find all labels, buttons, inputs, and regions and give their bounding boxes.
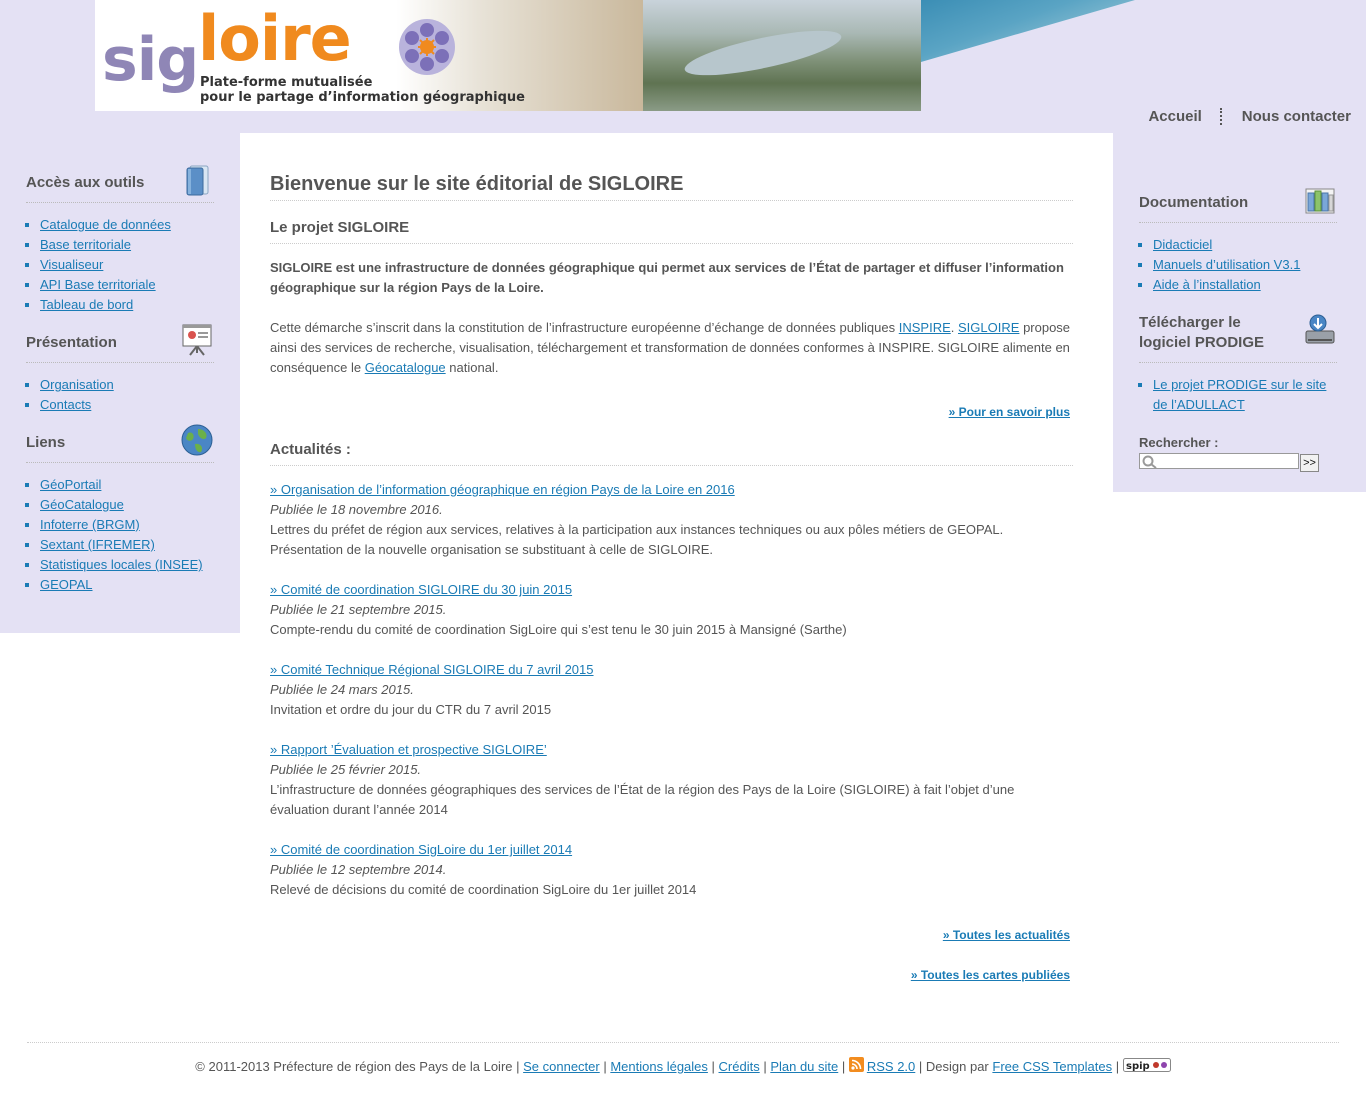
all-maps-link[interactable]: » Toutes les cartes publiées bbox=[910, 968, 1070, 982]
project-body: Cette démarche s’inscrit dans la constitution de l’infrastructure européenne d’échange de données publiques INSPIRE. SIGLOIRE propose ainsi des services de recherche, visualisation, téléchargement et transformation de données conformes à INSPIRE. SIGLOIRE alimente en conséquence le Géocatalogue national. bbox=[270, 320, 1071, 375]
external-link-list bbox=[26, 475, 214, 595]
right-sidebar bbox=[1113, 133, 1366, 492]
footer-legal-link[interactable]: Mentions légales bbox=[610, 1059, 708, 1074]
nav-home-link[interactable]: Accueil bbox=[1148, 107, 1202, 125]
news-item bbox=[270, 480, 1073, 560]
read-more-row bbox=[270, 405, 1073, 419]
list-item bbox=[40, 275, 214, 295]
search-submit-button[interactable]: >> bbox=[1300, 454, 1319, 472]
geocatalogue-link[interactable]: Géocatalogue bbox=[364, 360, 446, 375]
news-date: Publiée le 25 février 2015. bbox=[270, 762, 422, 777]
footer-rss-link[interactable]: RSS 2.0 bbox=[849, 1059, 915, 1074]
news-title-link[interactable]: » Comité de coordination SigLoire du 1er juillet 2014 bbox=[270, 842, 573, 857]
site-header bbox=[0, 0, 1366, 133]
list-item bbox=[40, 495, 214, 515]
download-link-list bbox=[1139, 375, 1337, 415]
sidebar-link[interactable]: Aide à l’installation bbox=[1153, 277, 1261, 292]
site-footer: © 2011-2013 Préfecture de région des Pays de la Loire | Se connecter | Mentions légales | Crédits | Plan du site | RSS 2.0 | Design par Free CSS Templates | spip bbox=[0, 1057, 1366, 1077]
logo-text-sig: sig bbox=[102, 25, 199, 95]
news-item bbox=[270, 840, 1073, 900]
sidebar-link[interactable]: GéoCatalogue bbox=[40, 497, 124, 512]
spip-logo-link[interactable] bbox=[1123, 1059, 1171, 1074]
footer-design-by: | Design par bbox=[918, 1059, 989, 1074]
news-summary: L’infrastructure de données géographiques des services de l’État de la région des Pays de la Loire (SIGLOIRE) à fait l’objet d’une évaluation durant l’année 2014 bbox=[270, 782, 1015, 817]
news-summary: Compte-rendu du comité de coordination SigLoire qui s’est tenu le 30 juin 2015 à Mansigné (Sarthe) bbox=[270, 622, 847, 637]
news-item bbox=[270, 660, 1073, 720]
footer-login-link[interactable]: Se connecter bbox=[523, 1059, 600, 1074]
project-heading: Le projet SIGLOIRE bbox=[270, 218, 1073, 244]
list-item bbox=[40, 535, 214, 555]
list-item bbox=[40, 215, 214, 235]
list-item bbox=[1153, 375, 1337, 415]
list-item bbox=[1153, 275, 1337, 295]
news-date: Publiée le 21 septembre 2015. bbox=[270, 602, 447, 617]
news-title-link[interactable]: » Comité de coordination SIGLOIRE du 30 juin 2015 bbox=[270, 582, 573, 597]
sidebar-section-title: Documentation bbox=[1139, 183, 1337, 223]
sidebar-section-links bbox=[26, 423, 214, 595]
sidebar-link[interactable]: Le projet PRODIGE sur le site de l’ADULLACT bbox=[1153, 377, 1327, 412]
news-date: Publiée le 12 septembre 2014. bbox=[270, 862, 447, 877]
news-summary: Invitation et ordre du jour du CTR du 7 avril 2015 bbox=[270, 702, 552, 717]
read-more-link[interactable]: » Pour en savoir plus bbox=[948, 405, 1070, 419]
tools-link-list bbox=[26, 215, 214, 315]
header-photo-coast bbox=[921, 0, 1135, 62]
news-title-link[interactable]: » Rapport ’Évaluation et prospective SIGLOIRE’ bbox=[270, 742, 547, 757]
sidebar-section-title: Accès aux outils bbox=[26, 163, 214, 203]
sidebar-link[interactable]: Catalogue de données bbox=[40, 217, 171, 232]
sidebar-link[interactable]: Sextant (IFREMER) bbox=[40, 537, 155, 552]
list-item bbox=[1153, 255, 1337, 275]
sidebar-section-presentation bbox=[26, 323, 214, 415]
logo-tagline: Plate-forme mutualisée bbox=[200, 75, 373, 90]
news-date: Publiée le 24 mars 2015. bbox=[270, 682, 414, 697]
list-item bbox=[40, 575, 214, 595]
sidebar-link[interactable]: Tableau de bord bbox=[40, 297, 134, 312]
nav-contact-link[interactable]: Nous contacter bbox=[1241, 107, 1351, 125]
list-item bbox=[40, 375, 214, 395]
documentation-binders-icon bbox=[1303, 183, 1337, 217]
list-item bbox=[40, 235, 214, 255]
sigloire-link[interactable]: SIGLOIRE bbox=[958, 320, 1020, 335]
presentation-link-list bbox=[26, 375, 214, 415]
footer-design-link[interactable]: Free CSS Templates bbox=[992, 1059, 1113, 1074]
sidebar-section-tools bbox=[26, 163, 214, 315]
footer-divider bbox=[27, 1042, 1339, 1043]
project-lead: SIGLOIRE est une infrastructure de données géographique qui permet aux services de l’État de partager et diffuser l’information géographique sur la région Pays de la Loire. bbox=[270, 260, 1064, 295]
sidebar-link[interactable]: Statistiques locales (INSEE) bbox=[40, 557, 203, 572]
news-summary: Relevé de décisions du comité de coordination SigLoire du 1er juillet 2014 bbox=[270, 882, 697, 897]
rss-icon bbox=[849, 1057, 864, 1072]
header-photo-river bbox=[643, 0, 921, 111]
all-news-row bbox=[270, 928, 1073, 942]
sidebar-link[interactable]: Organisation bbox=[40, 377, 114, 392]
sidebar-link[interactable]: API Base territoriale bbox=[40, 277, 156, 292]
nav-separator bbox=[1220, 108, 1224, 125]
sidebar-link[interactable]: Base territoriale bbox=[40, 237, 132, 252]
sidebar-section-download bbox=[1139, 303, 1337, 415]
inspire-link[interactable]: INSPIRE bbox=[898, 320, 951, 335]
news-list bbox=[270, 480, 1073, 900]
news-date: Publiée le 18 novembre 2016. bbox=[270, 502, 443, 517]
search-field bbox=[1139, 453, 1299, 469]
documentation-link-list bbox=[1139, 235, 1337, 295]
sidebar-link[interactable]: Visualiseur bbox=[40, 257, 104, 272]
presentation-board-icon bbox=[180, 323, 214, 357]
news-item bbox=[270, 740, 1073, 820]
footer-sitemap-link[interactable]: Plan du site bbox=[770, 1059, 839, 1074]
left-sidebar bbox=[0, 133, 240, 633]
news-item bbox=[270, 580, 1073, 640]
list-item bbox=[40, 475, 214, 495]
sidebar-link[interactable]: Manuels d’utilisation V3.1 bbox=[1153, 257, 1301, 272]
list-item bbox=[40, 515, 214, 535]
search-label: Rechercher : bbox=[1139, 435, 1219, 450]
sidebar-section-title: Télécharger le logiciel PRODIGE bbox=[1139, 303, 1337, 363]
logo-text-loire: loire bbox=[198, 2, 351, 75]
sidebar-link[interactable]: GéoPortail bbox=[40, 477, 102, 492]
list-item bbox=[40, 395, 214, 415]
footer-credits-link[interactable]: Crédits bbox=[718, 1059, 760, 1074]
spip-logo-icon bbox=[1123, 1058, 1171, 1072]
sidebar-link[interactable]: Infoterre (BRGM) bbox=[40, 517, 140, 532]
sidebar-link[interactable]: Contacts bbox=[40, 397, 92, 412]
book-icon bbox=[180, 163, 214, 197]
download-drive-icon bbox=[1303, 313, 1337, 347]
globe-icon bbox=[180, 423, 214, 457]
list-item bbox=[40, 295, 214, 315]
news-summary: Lettres du préfet de région aux services, relatives à la participation aux instances techniques ou aux pôles métiers de GEOPAL. Présentation de la nouvelle organisation se substituant à celle de SIGLOIRE. bbox=[270, 522, 1004, 557]
sidebar-section-title: Liens bbox=[26, 423, 214, 463]
sidebar-section-documentation bbox=[1139, 183, 1337, 295]
sidebar-link[interactable]: Didacticiel bbox=[1153, 237, 1213, 252]
sidebar-link[interactable]: GEOPAL bbox=[40, 577, 93, 592]
list-item bbox=[40, 255, 214, 275]
news-title-link[interactable]: » Comité Technique Régional SIGLOIRE du 7 avril 2015 bbox=[270, 662, 594, 677]
news-heading: Actualités : bbox=[270, 440, 1073, 466]
all-news-link[interactable]: » Toutes les actualités bbox=[942, 928, 1070, 942]
news-title-link[interactable]: » Organisation de l’information géographique en région Pays de la Loire en 2016 bbox=[270, 482, 735, 497]
footer-copyright: © 2011-2013 Préfecture de région des Pays de la Loire | bbox=[195, 1059, 520, 1074]
sidebar-section-title: Présentation bbox=[26, 323, 214, 363]
search-input[interactable] bbox=[1160, 454, 1296, 468]
logo-tagline: pour le partage d’information géographique bbox=[200, 90, 525, 105]
page-title: Bienvenue sur le site éditorial de SIGLOIRE bbox=[270, 171, 1073, 201]
search-icon bbox=[1142, 455, 1158, 469]
logo-emblem-icon bbox=[398, 18, 456, 76]
all-maps-row bbox=[270, 968, 1073, 982]
list-item bbox=[1153, 235, 1337, 255]
svg-text:spip: spip bbox=[1125, 1061, 1150, 1072]
list-item bbox=[40, 555, 214, 575]
main-content bbox=[240, 133, 1113, 1013]
top-navigation bbox=[1148, 105, 1351, 127]
